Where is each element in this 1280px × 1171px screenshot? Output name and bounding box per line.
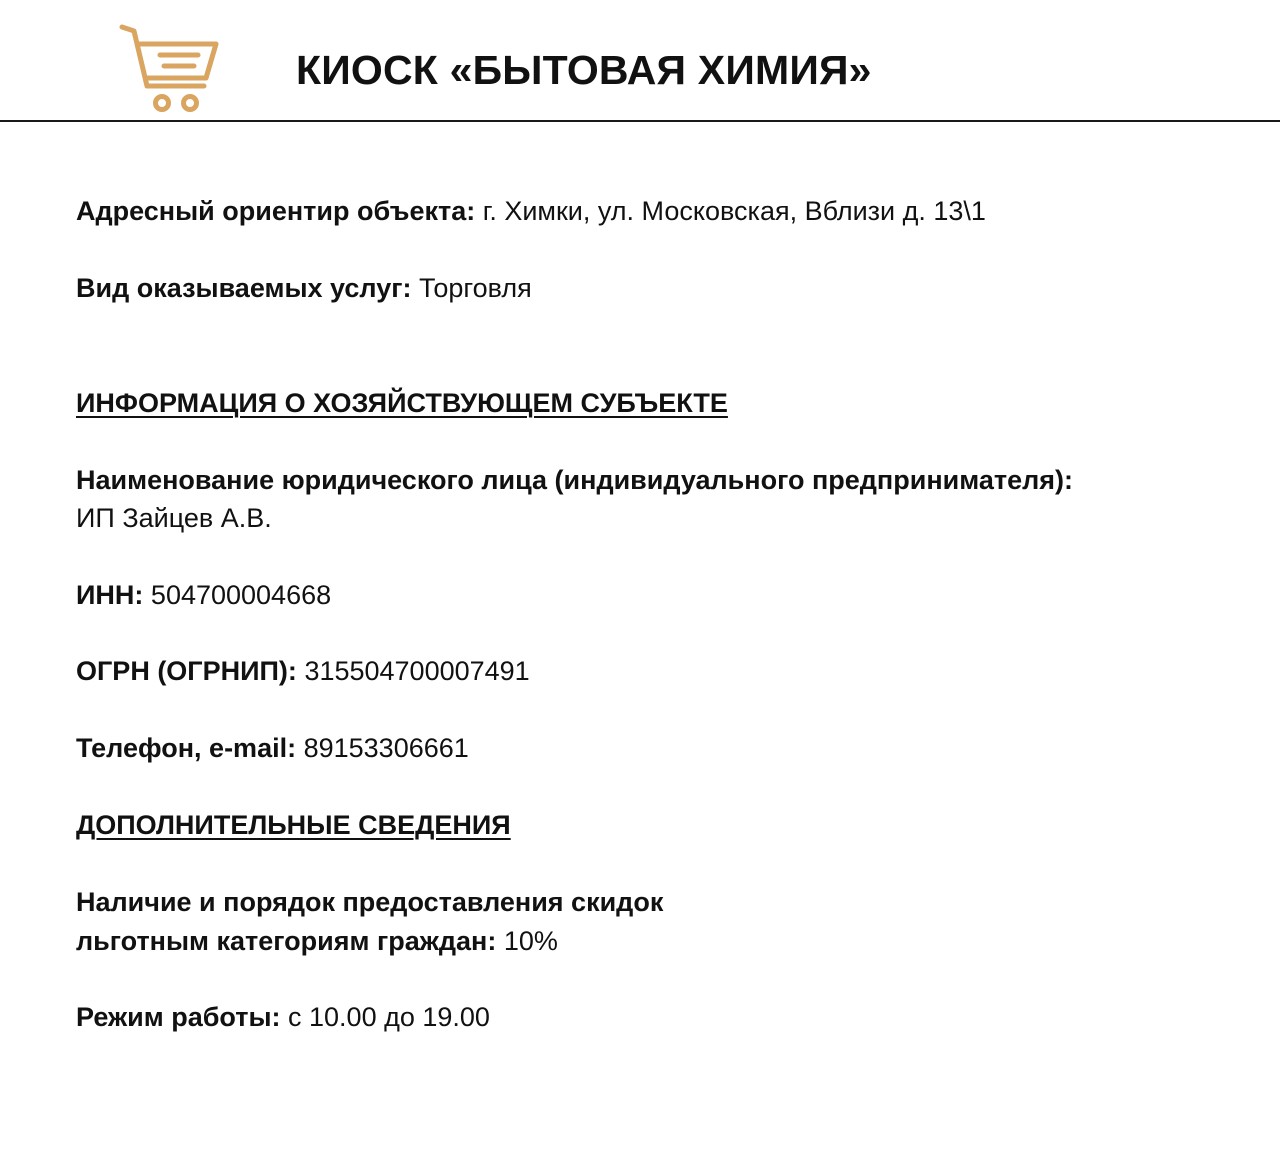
contact-row xyxy=(76,729,469,767)
entity-name-label: Наименование юридического лица (индивидуального предпринимателя): xyxy=(76,465,1073,495)
services-row xyxy=(76,269,532,307)
contact-value: 89153306661 xyxy=(303,733,469,763)
services-value: Торговля xyxy=(418,273,532,303)
extra-section-heading: ДОПОЛНИТЕЛЬНЫЕ СВЕДЕНИЯ xyxy=(76,810,511,840)
hours-label: Режим работы: xyxy=(76,1002,281,1032)
inn-label: ИНН: xyxy=(76,580,144,610)
discount-label-line2: льготным категориям граждан: xyxy=(76,926,497,956)
address-row xyxy=(76,192,986,230)
discount-value: 10% xyxy=(503,926,558,956)
contact-label: Телефон, e-mail: xyxy=(76,733,297,763)
hours-value: с 10.00 до 19.00 xyxy=(288,1002,490,1032)
shopping-cart-icon xyxy=(118,20,222,116)
inn-row xyxy=(76,576,331,614)
hours-row xyxy=(76,998,490,1036)
entity-section-heading: ИНФОРМАЦИЯ О ХОЗЯЙСТВУЮЩЕМ СУБЪЕКТЕ xyxy=(76,388,728,418)
header-divider xyxy=(0,120,1280,122)
address-label: Адресный ориентир объекта: xyxy=(76,196,476,226)
ogrn-label: ОГРН (ОГРНИП): xyxy=(76,656,297,686)
ogrn-value: 315504700007491 xyxy=(304,656,530,686)
discount-row xyxy=(76,922,558,960)
entity-name-value: ИП Зайцев А.В. xyxy=(76,503,272,533)
inn-value: 504700004668 xyxy=(150,580,332,610)
page-header xyxy=(0,0,1280,121)
ogrn-row xyxy=(76,652,530,690)
services-label: Вид оказываемых услуг: xyxy=(76,273,412,303)
page-title: КИОСК «БЫТОВАЯ ХИМИЯ» xyxy=(296,47,872,93)
discount-label-line1: Наличие и порядок предоставления скидок xyxy=(76,887,664,917)
address-value: г. Химки, ул. Московская, Вблизи д. 13\1 xyxy=(482,196,986,226)
